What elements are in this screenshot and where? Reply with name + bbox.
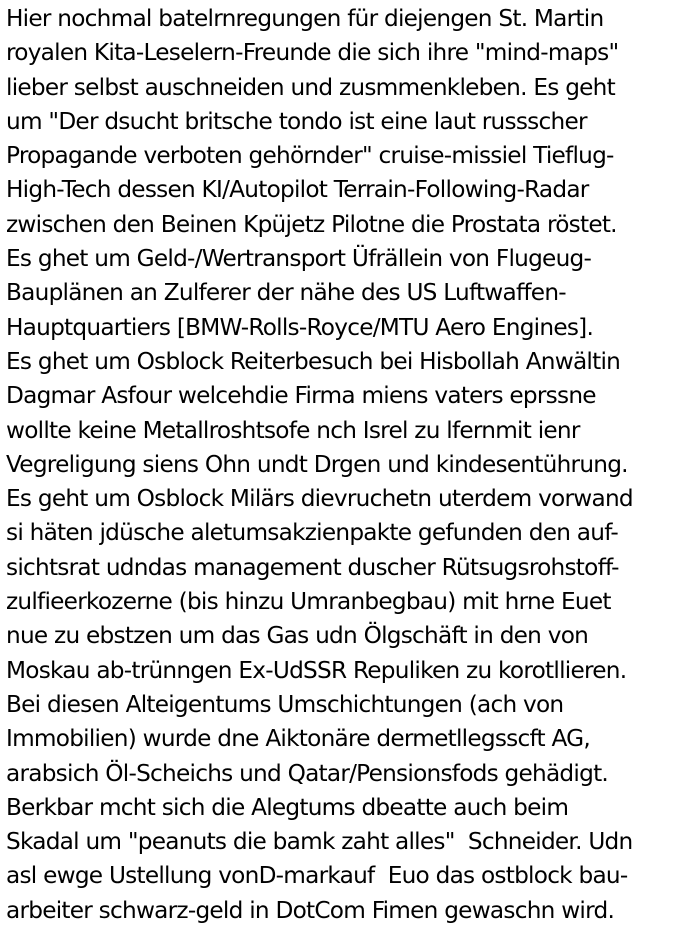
text-line: Moskau ab-trünngen Ex-UdSSR Repuliken zu korotllieren. [6,656,627,684]
text-line: Propagande verboten gehörnder" cruise-missiel Tieflug- [6,142,614,170]
text-line: Skadal um "peanuts die bamk zaht alles" Schneider. Udn [6,828,633,856]
text-line: zwischen den Beinen Kpüjetz Pilotne die Prostata röstet. [6,210,617,238]
text-line: arabsich Öl-Scheichs und Qatar/Pensionsfods gehädigt. [6,759,609,787]
paragraph [6,2,682,928]
text-line: royalen Kita-Leselern-Freunde die sich ihre "mind-maps" [6,39,619,67]
text-line: wollte keine Metallroshtsofe nch Isrel zu lfernmit ienr [6,416,580,444]
text-line: Es geht um Osblock Milärs dievruchetn uterdem vorwand [6,485,633,513]
text-line: asl ewge Ustellung vonD-markauf Euo das ostblock bau- [6,862,628,890]
text-line: Es ghet um Osblock Reiterbesuch bei Hisbollah Anwältin [6,347,621,375]
text-line: um "Der dsucht britsche tondo ist eine laut russscher [6,107,587,135]
text-line: Berkbar mcht sich die Alegtums dbeatte auch beim [6,793,569,821]
text-line: High-Tech dessen KI/Autopilot Terrain-Following-Radar [6,176,589,204]
text-line: Immobilien) wurde dne Aiktonäre dermetllegsscft AG, [6,725,590,753]
text-line: lieber selbst auschneiden und zusmmenkleben. Es geht [6,73,615,101]
text-line: zulfieerkozerne (bis hinzu Umranbegbau) mit hrne Euet [6,588,611,616]
text-line: Hier nochmal batelrnregungen für diejengen St. Martin [6,5,604,32]
text-line: arbeiter schwarz-geld in DotCom Fimen gewaschn wird. [6,896,615,924]
text-line: Bei diesen Alteigentums Umschichtungen (ach von [6,690,564,718]
text-line: Es ghet um Geld-/Wertransport Üfrällein von Flugeug- [6,245,592,273]
text-line: Vegreligung siens Ohn undt Drgen und kindesentührung. [6,450,628,478]
text-line: Dagmar Asfour welcehdie Firma miens vaters eprssne [6,382,596,410]
text-line: si häten jdüsche aletumsakzienpakte gefunden den auf- [6,519,618,547]
text-line: nue zu ebstzen um das Gas udn Ölgschäft in den von [6,622,589,650]
text-line: Hauptquartiers [BMW-Rolls-Royce/MTU Aero Engines]. [6,313,594,341]
text-line: sichtsrat udndas management duscher Rütsugsrohstoff- [6,553,619,581]
text-line: Bauplänen an Zulferer der nähe des US Luftwaffen- [6,279,566,307]
